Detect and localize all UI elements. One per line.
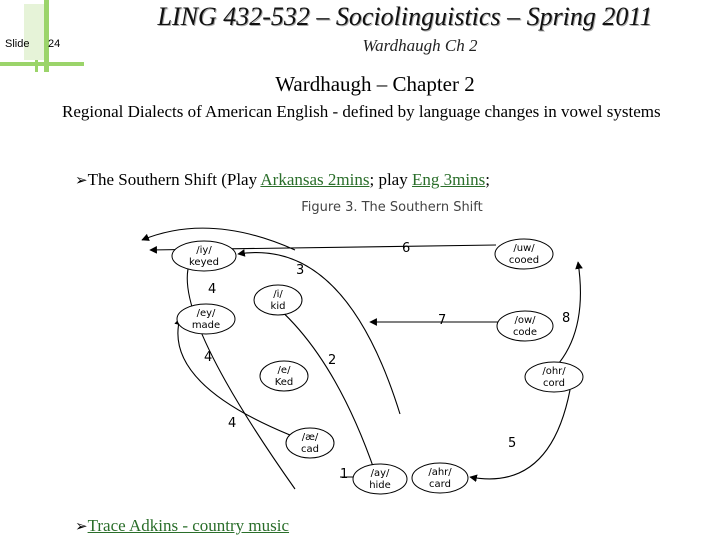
- svg-text:cooed: cooed: [508, 255, 540, 266]
- arkansas-audio-link[interactable]: Arkansas 2mins: [260, 170, 370, 189]
- bullet-prefix-text: The Southern Shift (Play: [87, 170, 261, 189]
- vowel-node-ey: [177, 304, 235, 334]
- svg-text:Ked: Ked: [274, 377, 294, 388]
- svg-text:/ahr/: /ahr/: [428, 467, 452, 478]
- bullet-arrow-icon: ➢: [75, 517, 88, 535]
- slide-number: 24: [48, 38, 61, 50]
- trace-adkins-link[interactable]: Trace Adkins - country music: [87, 516, 290, 535]
- figure-caption: Figure 3. The Southern Shift: [301, 200, 483, 215]
- vowel-node-uw: [495, 239, 553, 269]
- svg-text:/ey/: /ey/: [196, 308, 216, 319]
- svg-text:hide: hide: [369, 480, 391, 491]
- arrow-path-3-i: [238, 253, 400, 414]
- bullet-trace-adkins: [75, 516, 289, 536]
- step-number: 4: [228, 416, 237, 431]
- southern-shift-figure: [130, 192, 590, 502]
- header-decoration-tick: [35, 60, 38, 72]
- svg-text:/e/: /e/: [277, 365, 291, 376]
- step-number: 3: [296, 263, 305, 278]
- step-number: 1: [340, 467, 349, 482]
- bullet-arrow-icon: ➢: [75, 171, 88, 189]
- step-number: 6: [402, 241, 411, 256]
- step-number: 2: [328, 353, 337, 368]
- svg-text:cord: cord: [543, 378, 565, 389]
- svg-text:/i/: /i/: [273, 289, 283, 300]
- step-number: 5: [508, 436, 517, 451]
- chapter-reference: Wardhaugh Ch 2: [362, 36, 478, 55]
- svg-text:/ay/: /ay/: [370, 468, 390, 479]
- slide-heading: Wardhaugh – Chapter 2: [275, 72, 475, 96]
- svg-text:/ow/: /ow/: [514, 315, 536, 326]
- vowel-node-ohr: [525, 362, 583, 392]
- vowel-node-ae: [286, 428, 334, 458]
- header-decoration-horizontal-bar: [0, 62, 84, 66]
- course-title: LING 432-532 – Sociolinguistics – Spring 2011: [157, 2, 653, 31]
- intro-paragraph: Regional Dialects of American English - defined by language changes in vowel systems: [62, 102, 661, 121]
- svg-text:made: made: [191, 320, 221, 331]
- vowel-node-ahr: [412, 463, 468, 493]
- bullet-middle-text: ; play: [369, 170, 412, 189]
- bullet-suffix-text: ;: [485, 170, 490, 189]
- svg-text:code: code: [512, 327, 538, 338]
- vowel-node-iy: [172, 241, 236, 271]
- bullet-southern-shift: [75, 170, 490, 190]
- step-numbers: [204, 241, 570, 482]
- eng-audio-link[interactable]: Eng 3mins: [411, 170, 486, 189]
- svg-text:cad: cad: [301, 444, 319, 455]
- svg-text:card: card: [429, 479, 451, 490]
- vowel-node-ay: [353, 464, 407, 494]
- vowel-node-e: [260, 361, 308, 391]
- svg-text:/iy/: /iy/: [196, 245, 212, 256]
- slide-label: Slide: [5, 38, 30, 50]
- step-number: 7: [438, 313, 447, 328]
- svg-text:/ohr/: /ohr/: [542, 366, 566, 377]
- step-number: 4: [204, 350, 213, 365]
- vowel-node-i: [254, 285, 302, 315]
- svg-text:kid: kid: [270, 301, 286, 312]
- svg-text:/æ/: /æ/: [301, 432, 319, 443]
- step-number: 4: [208, 282, 217, 297]
- step-number: 8: [562, 311, 571, 326]
- vowel-node-ow: [497, 311, 553, 341]
- svg-text:keyed: keyed: [188, 257, 220, 268]
- arrow-path-8: [470, 390, 570, 479]
- vowel-nodes: [172, 239, 583, 494]
- svg-text:/uw/: /uw/: [513, 243, 535, 254]
